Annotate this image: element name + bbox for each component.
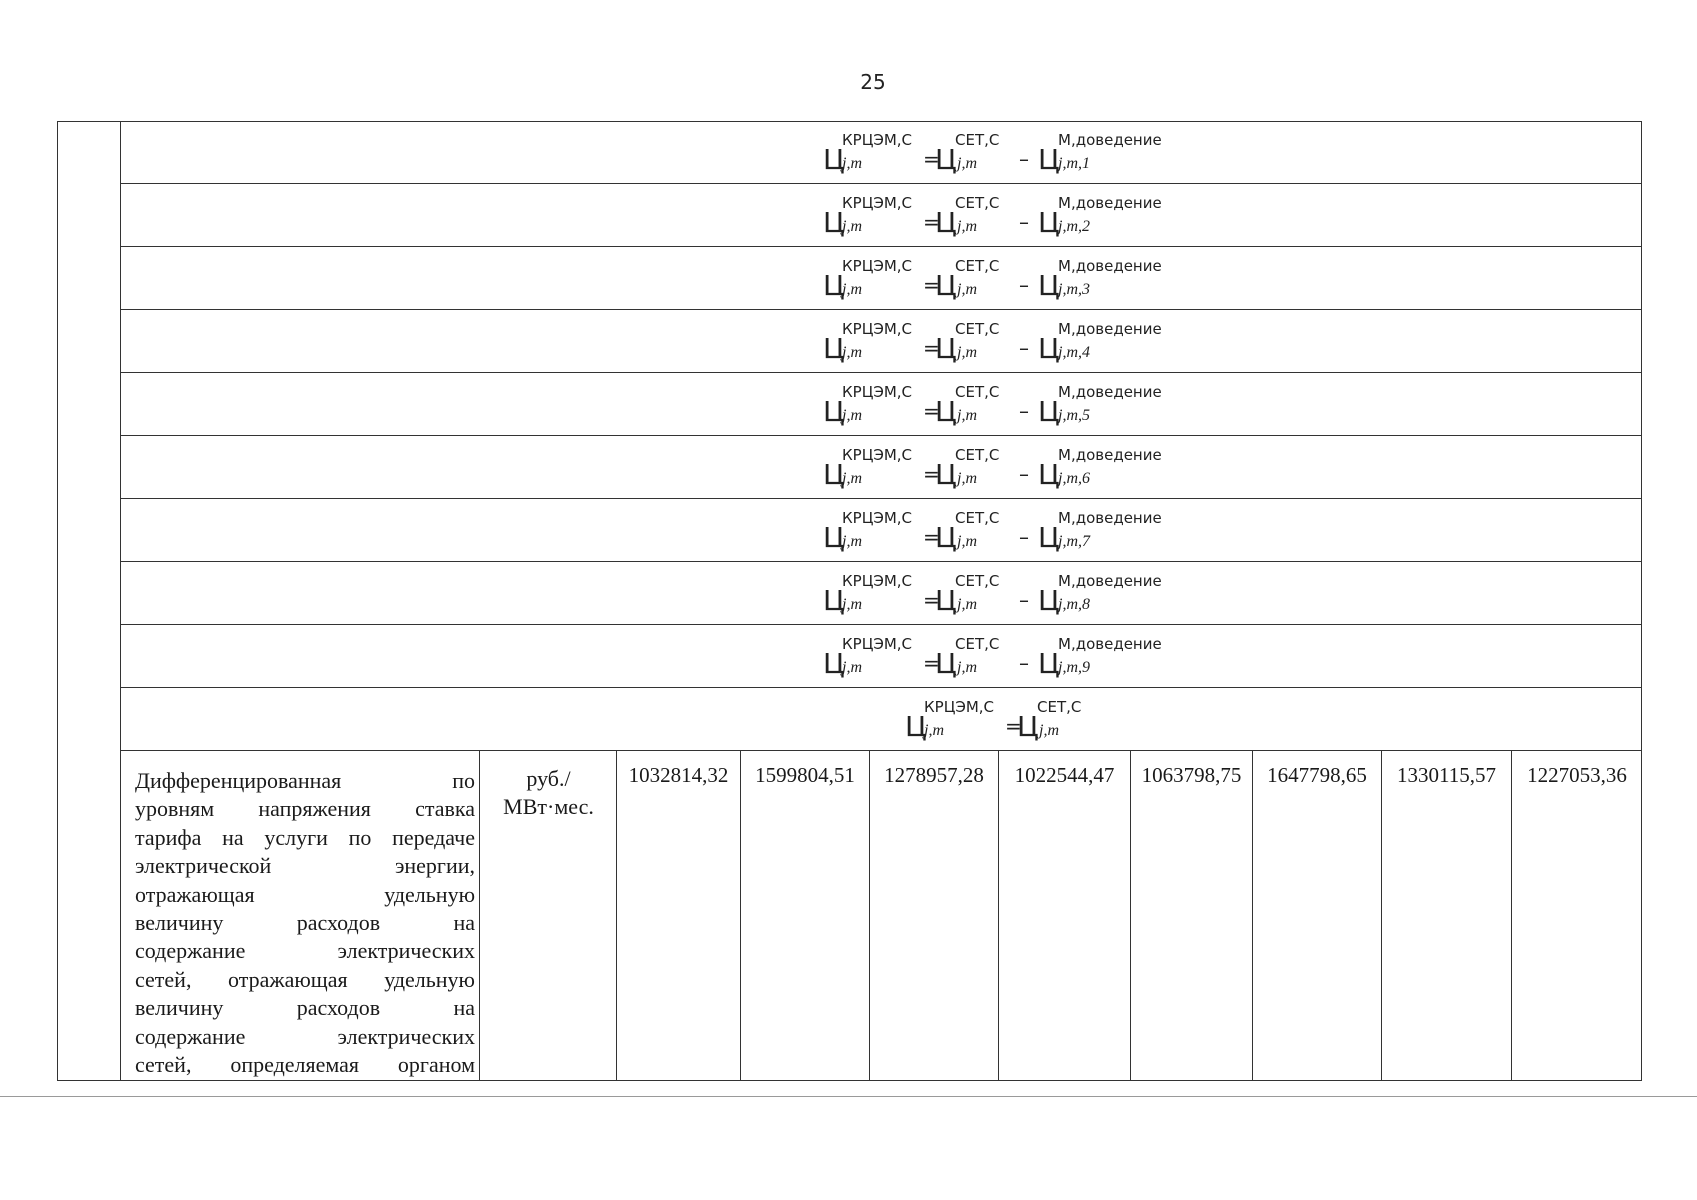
formula-row-4 bbox=[121, 310, 1642, 373]
formula-row-2 bbox=[121, 184, 1642, 247]
value-cell-1 bbox=[617, 751, 741, 1081]
value-text: 1599804,51 bbox=[755, 763, 855, 787]
unit-text: руб./ МВт·мес. bbox=[503, 766, 594, 819]
unit-cell bbox=[480, 751, 617, 1081]
formula-row-5 bbox=[121, 373, 1642, 436]
value-text: 1647798,65 bbox=[1267, 763, 1367, 787]
value-cell-6 bbox=[1253, 751, 1382, 1081]
value-cell-3 bbox=[870, 751, 999, 1081]
formula-row-3 bbox=[121, 247, 1642, 310]
value-text: 1022544,47 bbox=[1014, 763, 1115, 787]
formula: Ц КРЦЭМ,С j,m = Ц СЕТ,С j,m – Ц М,доведение j,m,4 bbox=[823, 320, 1162, 365]
value-cell-5 bbox=[1131, 751, 1253, 1081]
table-row bbox=[121, 751, 1642, 1081]
formula-row-1 bbox=[121, 121, 1642, 184]
value-cell-7 bbox=[1382, 751, 1512, 1081]
value-cell-4 bbox=[999, 751, 1131, 1081]
formula: Ц КРЦЭМ,С j,m = Ц СЕТ,С j,m – Ц М,доведение j,m,5 bbox=[823, 383, 1162, 428]
page-number: 25 bbox=[860, 70, 886, 94]
value-text: 1063798,75 bbox=[1141, 763, 1242, 787]
formula: Ц КРЦЭМ,С j,m = Ц СЕТ,С j,m – Ц М,доведение j,m,3 bbox=[823, 257, 1162, 302]
value-cell-8 bbox=[1512, 751, 1642, 1081]
formula-row-6 bbox=[121, 436, 1642, 499]
table-left-column bbox=[57, 121, 121, 1081]
formula-row-8 bbox=[121, 562, 1642, 625]
description-cell bbox=[121, 751, 480, 1081]
formula-short: Ц КРЦЭМ,С j,m = Ц СЕТ,С j,m bbox=[905, 698, 1082, 743]
formula: Ц КРЦЭМ,С j,m = Ц СЕТ,С j,m – Ц М,доведение j,m,1 bbox=[823, 131, 1162, 176]
formula: Ц КРЦЭМ,С j,m = Ц СЕТ,С j,m – Ц М,доведение j,m,9 bbox=[823, 635, 1162, 680]
value-text: 1227053,36 bbox=[1527, 763, 1627, 787]
value-text: 1032814,32 bbox=[628, 763, 729, 787]
formula: Ц КРЦЭМ,С j,m = Ц СЕТ,С j,m – Ц М,доведение j,m,7 bbox=[823, 509, 1162, 554]
scan-edge-line bbox=[0, 1096, 1697, 1097]
value-text: 1278957,28 bbox=[884, 763, 984, 787]
value-text: 1330115,57 bbox=[1397, 763, 1496, 787]
formula-row-9 bbox=[121, 625, 1642, 688]
formula-row-10 bbox=[121, 688, 1642, 751]
formula: Ц КРЦЭМ,С j,m = Ц СЕТ,С j,m – Ц М,доведение j,m,2 bbox=[823, 194, 1162, 239]
formula-row-7 bbox=[121, 499, 1642, 562]
formula: Ц КРЦЭМ,С j,m = Ц СЕТ,С j,m – Ц М,доведение j,m,6 bbox=[823, 446, 1162, 491]
description-text: Дифференцированная по уровням напряжения ставка тарифа на услуги по передаче электрической энергии, отражающая удельную величину расходов на содержание электрических сетей, отражающая удельную величину расходов на содержание электрических сетей, определяемая органом bbox=[135, 768, 475, 1078]
value-cell-2 bbox=[741, 751, 870, 1081]
formula: Ц КРЦЭМ,С j,m = Ц СЕТ,С j,m – Ц М,доведение j,m,8 bbox=[823, 572, 1162, 617]
